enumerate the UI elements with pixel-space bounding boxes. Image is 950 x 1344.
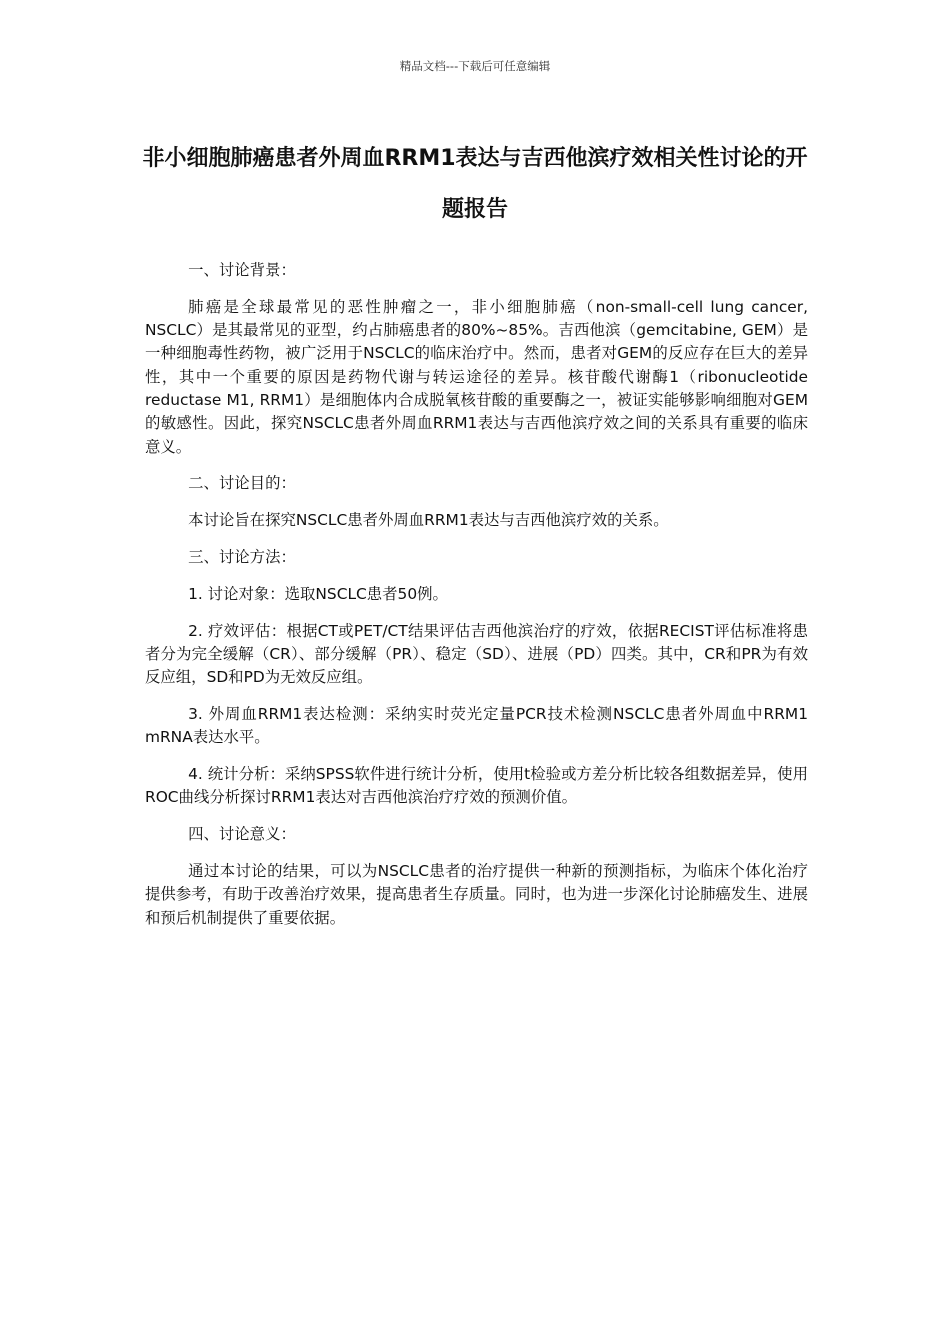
method-item-subjects: 1. 讨论对象：选取NSCLC患者50例。 [188, 584, 448, 603]
section-heading-significance: 四、讨论意义： [188, 825, 296, 844]
section-heading-methods: 三、讨论方法： [188, 547, 296, 566]
method-item-statistics: 4. 统计分析：采纳SPSS软件进行统计分析，使用t检验或方差分析比较各组数据差异，使用ROC曲线分析探讨RRM1表达对吉西他滨治疗疗效的预测价值。 [145, 765, 808, 807]
document-body [145, 259, 808, 943]
paragraph-purpose: 本讨论旨在探究NSCLC患者外周血RRM1表达与吉西他滨疗效的关系。 [188, 511, 669, 530]
header-note: 精品文档---下载后可任意编辑 [399, 59, 551, 73]
paragraph-background: 肺癌是全球最常见的恶性肿瘤之一，非小细胞肺癌（non-small-cell lung cancer, NSCLC）是其最常见的亚型，约占肺癌患者的80%~85%。吉西他滨（gemcitabine, GEM）是一种细胞毒性药物，被广泛用于NSCLC的临床治疗中。然而，患者对GEM的反应存在巨大的差异性，其中一个重要的原因是药物代谢与转运途径的差异。核苷酸代谢酶1（ribonucleotide reductase M1, RRM1）是细胞体内合成脱氧核苷酸的重要酶之一，被证实能够影响细胞对GEM的敏感性。因此，探究NSCLC患者外周血RRM1表达与吉西他滨疗效之间的关系具有重要的临床意义。 [145, 297, 808, 456]
section-heading-purpose: 二、讨论目的： [188, 474, 296, 493]
method-item-detection: 3. 外周血RRM1表达检测：采纳实时荧光定量PCR技术检测NSCLC患者外周血中RRM1 mRNA表达水平。 [145, 704, 808, 747]
document-title: 非小细胞肺癌患者外周血RRM1表达与吉西他滨疗效相关性讨论的开题报告 [142, 146, 808, 222]
method-item-efficacy: 2. 疗效评估：根据CT或PET/CT结果评估吉西他滨治疗的疗效，依据RECIST评估标准将患者分为完全缓解（CR）、部分缓解（PR）、稳定（SD）、进展（PD）四类。其中，CR和PR为有效反应组，SD和PD为无效反应组。 [145, 621, 808, 687]
paragraph-significance: 通过本讨论的结果，可以为NSCLC患者的治疗提供一种新的预测指标，为临床个体化治疗提供参考，有助于改善治疗效果，提高患者生存质量。同时，也为进一步深化讨论肺癌发生、进展和预后机制提供了重要依据。 [145, 861, 808, 927]
section-heading-background: 一、讨论背景： [188, 261, 296, 279]
